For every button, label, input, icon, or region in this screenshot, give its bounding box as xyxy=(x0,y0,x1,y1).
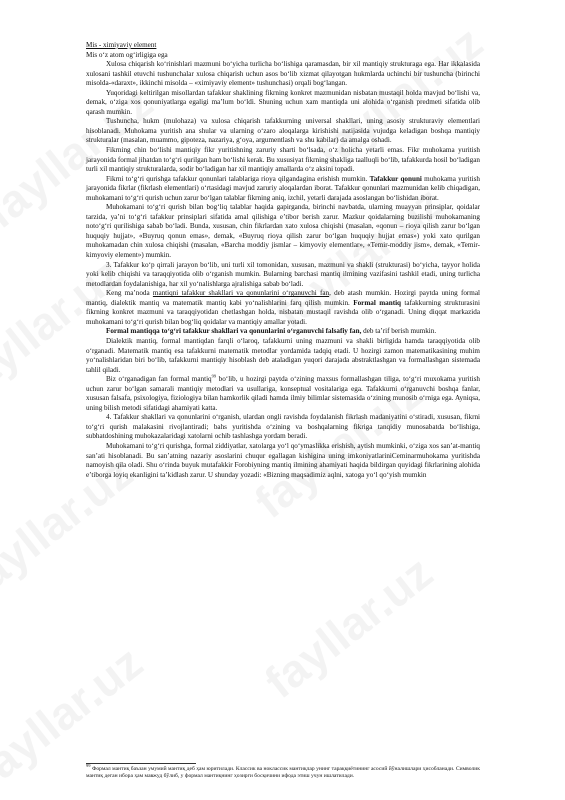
paragraph-text: muhokama yuritish jarayonida fikrlar (fikrlash elementlari) o‘rtasidagi mavjud zaruriy aloqalardan iborat. Tafakkur qonunlari mazmunidan kelib chiqadigan, muhokamani to‘g‘ri qurish uchun zarur bo‘lgan talablar fikrning aniq, izchil, yetarli darajada asoslangan bo‘lishidan iborat. xyxy=(86,174,480,202)
paragraph-text: Keng ma’noda xyxy=(106,289,153,298)
paragraph: Fikrning chin bo‘lishi mantiqiy fikr yuritishning zaruriy sharti bo‘lsada, o‘z holicha yetarli emas. Fikr muhokama yuritish jarayonida formal jihatdan to‘g‘ri qurilgan ham bo‘lishi kerak. Bu xususiyat fikrning shakliga taalluqli bo‘lib, tafakkurda hosil bo‘ladigan turli xil mantiqiy strukturalarda, sodir bo‘ladigan har xil mantiqiy amallarda o‘z aksini topadi. xyxy=(86,146,480,174)
footnote-divider xyxy=(86,763,196,764)
footnote-text: Формал мантиқ баъзан умумий мантиқ деб ҳам юритилади. Классик ва ноклассик мантиқлар унинг тараққиётининг асосий йўналишлари ҳисобланади. Символик мантиқ деган ибора ҳам мавжуд бўлиб, у формал мантиқнинг ҳозирги босқичини ифода этиш учун ишлатилади. xyxy=(86,766,480,779)
paragraph xyxy=(86,375,480,413)
document-body xyxy=(86,41,480,480)
underlined-definition: mantiqni tafakkur shakllari va qonunlarini o‘rganuvchi fan xyxy=(152,289,330,298)
paragraph: Tushuncha, hukm (mulohaza) va xulosa chiqarish tafakkurning universal shakllari, uning asosiy strukturaviy elementlari hisoblanadi. Muhokama yuritish ana shular va ularning o‘zaro aloqalarga kirishishi natijasida vujudga keladigan boshqa mantiqiy strukturalar (masalan, muammo, gipoteza, nazariya, g‘oya, argumentlash va shu kabilar) da amalga oshadi. xyxy=(86,117,480,145)
paragraph: Xulosa chiqarish ko‘rinishlari mazmuni bo‘yicha turlicha bo‘lishiga qaramasdan, bir xil mantiqiy strukturaga ega. Har ikkalasida xulosani tashkil etuvchi tushunchalar xulosa chiqarish uchun asos bo‘lib xizmat qilayotgan hukmlarda uchinchi bir tushuncha (birinchi misolda-«daraxt», ikkinchi misolda – «ximiyaviy element» tushunchasi) orqali bog‘langan. xyxy=(86,60,480,88)
watermark xyxy=(254,545,442,709)
paragraph-text: deb ta’rif berish mumkin. xyxy=(361,327,437,336)
paragraph: Muhokamani to‘g‘ri qurish bilan bog‘liq talablar haqida gapirganda, birinchi navbatda, ularning muayyan prinsiplar, qoidalar tarzida, ya’ni to‘g‘ri tafakkur prinsiplari sifatida amal qilishiga e’tibor berish zarur. Mazkur qoidalarning buzilishi muhokamaning noto‘g‘ri qurilishiga sabab bo‘ladi. Bunda, xususan, chin fikrlardan xato xulosa chiqishi (masalan, «qonun – rioya qilish zarur bo‘lgan huquqiy hujjat», «Buyruq qonun emas», demak, «Buyruq rioya qilish zarur bo‘lgan huquqiy hujjat emas») yoki xato qurilgan muhokamadan chin xulosa chiqishi (masalan, «Barcha moddiy jismlar – kimyoviy elementlar», «Temir-moddiy jism», demak, «Temir-kimyoviy element») mumkin. xyxy=(86,203,480,260)
paragraph: 3. Tafakkur ko‘p qirrali jarayon bo‘lib, uni turli xil tomonidan, xususan, mazmuni va shakli (strukturasi) bo‘yicha, tayyor holida yoki kelib chiqishi va taraqqiyotida olib o‘rganish mumkin. Bularning barchasi mantiq ilmining vazifasini tashkil etadi, uning turlicha metodlardan foydalanishiga, har xil yo‘nalishlarga ajralishiga sabab bo‘ladi. xyxy=(86,260,480,288)
footnote xyxy=(86,763,480,780)
paragraph xyxy=(86,175,480,204)
paragraph: Dialektik mantiq, formal mantiqdan farqli o‘laroq, tafakkurni uning mazmuni va shakli birligida hamda taraqqiyotida olib o‘rganadi. Matematik mantiq esa tafakkurni matematik metodlar yordamida tadqiq etadi. U hozirgi zamon matematikasining muhim yo‘nalishlaridan biri bo‘lib, tafakkurni mantiqiy hisoblash deb ataladigan yuqori darajada abstraktlashgan va formallashgan sistemada tahlil qiladi. xyxy=(86,336,480,374)
paragraph: 4. Tafakkur shakllari va qonunlarini o‘rganish, ulardan ongli ravishda foydalanish fikrlash madaniyatini o‘stiradi, xususan, fikrni to‘g‘ri qurish malakasini rivojlantiradi; bahs yuritishda o‘zining va boshqalarning fikriga tanqidiy munosabatda bo‘lishiga, subhatdoshining muhokazalaridagi xatolarni ochib tashlashga yordam beradi. xyxy=(86,413,480,441)
paragraph xyxy=(86,327,480,337)
paragraph-text: , deb atash mumkin. Hozirgi paytda uning formal mantiq, dialektik mantiq va matematik mantiq kabi yo‘nalishlarini farq qilish mumkin. xyxy=(86,289,480,307)
section-heading: Mis - ximiyaviy element xyxy=(86,41,157,49)
paragraph-text: tafakkurning strukturasini fikrning konkret mazmuni va taraqqiyotidan chetlashgan holda, nisbatan mustaqil ravishda olib o‘rganadi. Uning diqqat markazida muhokamani to‘g‘ri qurish bilan bog‘liq qoidalar va mantiqiy amallar yotadi. xyxy=(86,298,480,326)
paragraph xyxy=(86,289,480,327)
paragraph: Yuqoridagi keltirilgan misollardan tafakkur shaklining fikrning konkret mazmunidan nisbatan mustaqil holda mavjud bo‘lishi va, demak, o‘ziga xos qonuniyatlarga egaligi ma’lum bo‘ldi. Shuning uchun xam mantiqda uni alohida o‘rganish predmeti sifatida olib qarash mumkin. xyxy=(86,88,480,116)
section-subheading: Mis o‘z atom og‘irligiga ega xyxy=(86,50,168,59)
paragraph-text: Biz o‘rganadigan fan formal mantiq xyxy=(106,375,212,384)
bold-definition: Formal mantiqqa to‘g‘ri tafakkur shakllari va qonunlarini o‘rganuvchi falsafiy fan, xyxy=(106,327,362,336)
paragraph-text: bo‘lib, u hozirgi paytda o‘zining maxsus formallashgan tiliga, to‘g‘ri muxokama yuritish uchun zarur bo‘lgan samarali mantiqiy metodlari va usullariga, konseptual vositalariga ega. Tafakkurni o‘rganuvchi boshqa fanlar, xususan falsafa, psixologiya, fiziologiya bilan hamkorlik qiladi hamda ilmiy bilimlar sistemasida o‘zining munosib o‘rniga ega. Ayniqsa, uning bilish metodi sifatidagi ahamiyati katta. xyxy=(86,375,480,412)
bold-term: Tafakkur qonuni xyxy=(369,174,422,183)
paragraph: Muhokamani to‘g‘ri qurishga, formal ziddiyatlar, xatolarga yo‘l qo‘ymaslikka erishish, aytish mumkinki, o‘ziga xos san’at-mantiq san’ati hisoblanadi. Bu san’atning nazariy asoslarini chuqur egallagan kishigina uning imkoniyatlariniCeminarmuhokama yuritishda namoyish qila oladi. Shu o‘rinda buyuk mutafakkir Forobiyning mantiq ilmining ahamiyati haqida bildirgan quyidagi fikrlarining alohida e’tiborga loyiq ekanligini ta’kidlash zarur. U shunday yozadi: «Bizning maqsadimiz aqlni, xatoga yo‘l qo‘yish mumkin xyxy=(86,441,480,479)
footnote-marker: 99 xyxy=(211,373,217,379)
paragraph-text: Fikrni to‘g‘ri qurishga tafakkur qonunlari talablariga rioya qilgandagina erishish mumkin. xyxy=(106,174,370,183)
bold-term: Formal mantiq xyxy=(353,298,402,307)
footnote-number: 99 xyxy=(86,763,91,769)
